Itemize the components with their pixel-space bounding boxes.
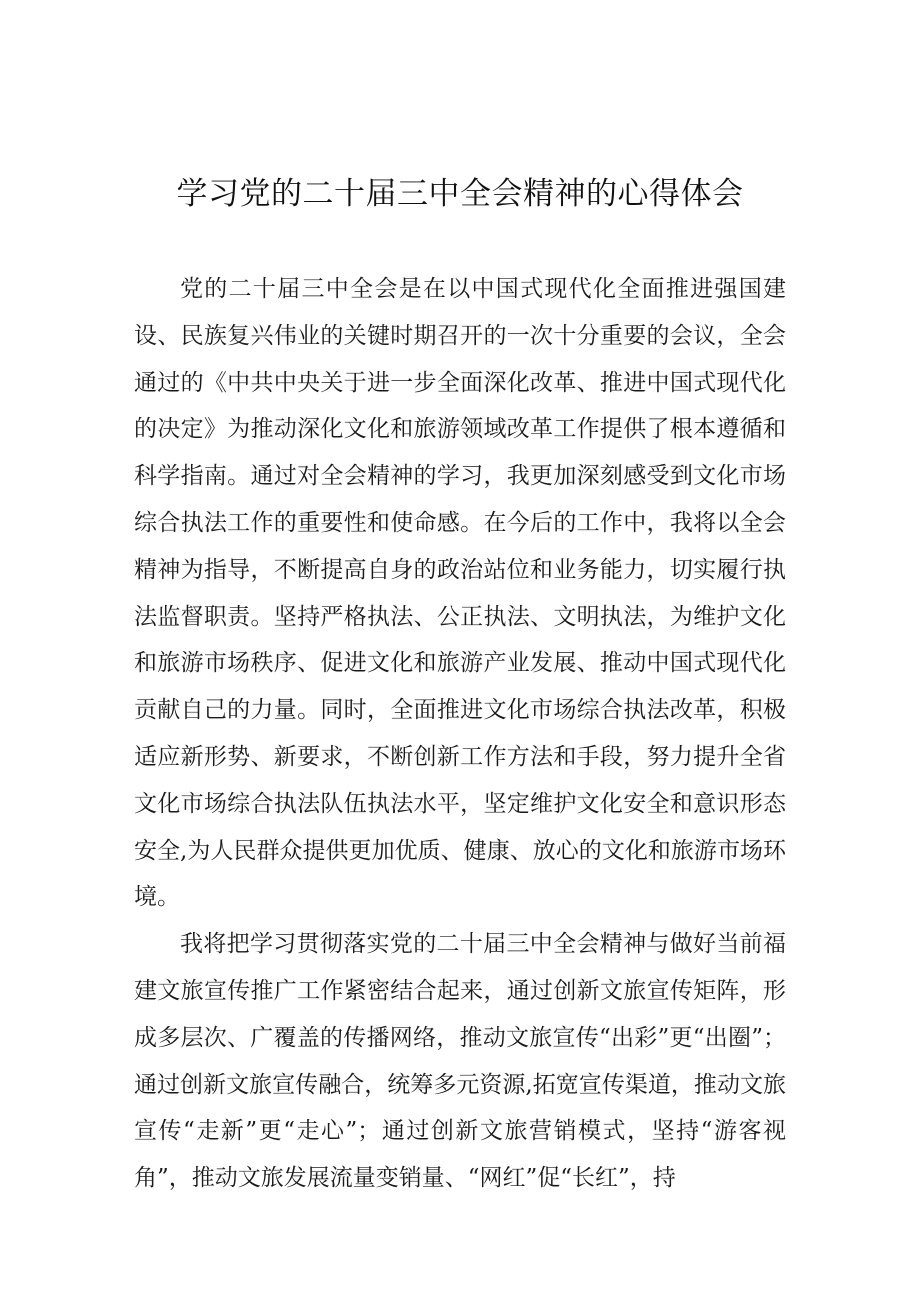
document-body bbox=[134, 266, 786, 1202]
paragraph-2: 我将把学习贯彻落实党的二十届三中全会精神与做好当前福建文旅宣传推广工作紧密结合起来，通过创新文旅宣传矩阵，形成多层次、广覆盖的传播网络，推动文旅宣传“出彩”更“出圈”；通过创新文旅宣传融合，统筹多元资源,拓宽宣传渠道，推动文旅宣传“走新”更“走心”；通过创新文旅营销模式，坚持“游客视角”，推动文旅发展流量变销量、“网红”促“长红”，持 bbox=[134, 931, 786, 1192]
paragraph-1: 党的二十届三中全会是在以中国式现代化全面推进强国建设、民族复兴伟业的关键时期召开的一次十分重要的会议，全会通过的《中共中央关于进一步全面深化改革、推进中国式现代化的决定》为推动深化文化和旅游领域改革工作提供了根本遵循和科学指南。通过对全会精神的学习，我更加深刻感受到文化市场综合执法工作的重要性和使命感。在今后的工作中，我将以全会精神为指导，不断提高自身的政治站位和业务能力，切实履行执法监督职责。坚持严格执法、公正执法、文明执法，为维护文化和旅游市场秩序、促进文化和旅游产业发展、推动中国式现代化贡献自己的力量。同时，全面推进文化市场综合执法改革，积极适应新形势、新要求，不断创新工作方法和手段，努力提升全省文化市场综合执法队伍执法水平，坚定维护文化安全和意识形态安全,为人民群众提供更加优质、健康、放心的文化和旅游市场环境。 bbox=[134, 276, 786, 911]
document-title: 学习党的二十届三中全会精神的心得体会 bbox=[176, 176, 744, 212]
